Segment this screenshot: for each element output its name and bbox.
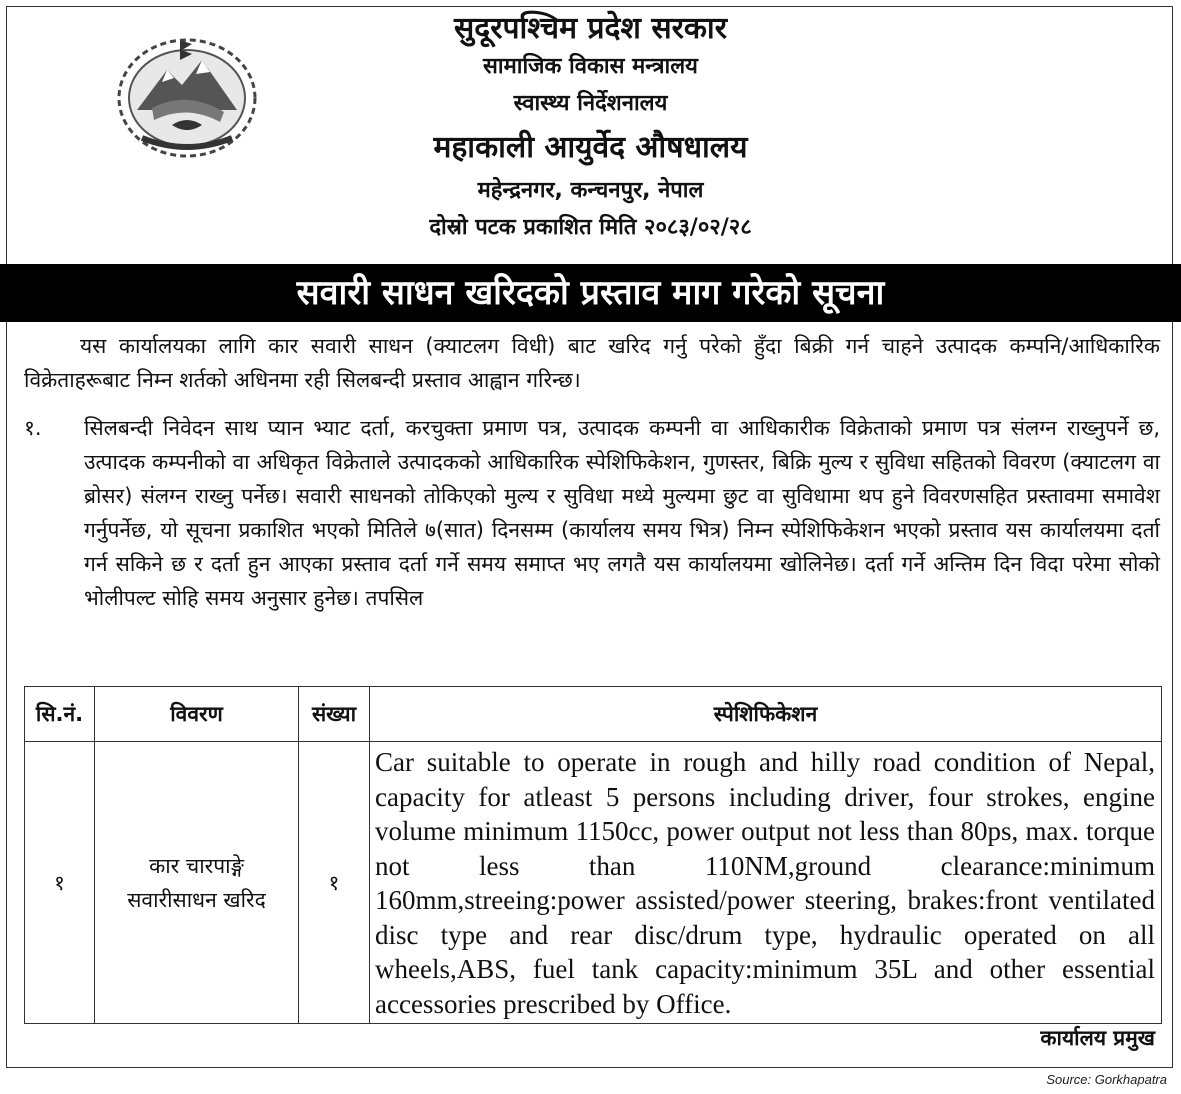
header-specification: स्पेशिफिकेशन: [370, 687, 1162, 742]
table-header-row: [25, 687, 1162, 742]
cell-specification: Car suitable to operate in rough and hilly road condition of Nepal, capacity for atleast 5 persons including driver, four strokes, engine volume minimum 1150cc, power output not less than 80ps, max. torque not less than 110NM,ground clearance:minimum 160mm,streeing:power assisted/power steering, brakes:front ventilated disc type and rear disc/drum type, hydraulic operated on all wheels,ABS, fuel tank capacity:minimum 35L and other essential accessories prescribed by Office.: [370, 742, 1162, 1024]
header-description: विवरण: [95, 687, 299, 742]
cell-quantity: १: [299, 742, 370, 1024]
government-name: सुदूरपश्चिम प्रदेश सरकार: [454, 11, 727, 46]
office-name: महाकाली आयुर्वेद औषधालय: [433, 130, 748, 165]
letterhead: [0, 8, 1181, 246]
clause-1: [24, 411, 1160, 615]
ministry-name: सामाजिक विकास मन्त्रालय: [483, 54, 698, 79]
cell-description-text: कार चारपाङ्गे सवारीसाधन खरिद: [127, 853, 266, 912]
table-row: [25, 742, 1162, 1024]
header-serial-number: सि.नं.: [25, 687, 95, 742]
published-date: दोस्रो पटक प्रकाशित मिति २०८३/०२/२८: [429, 215, 752, 240]
notice-title: सवारी साधन खरिदको प्रस्ताव माग गरेको सूचना: [296, 273, 885, 313]
signatory-title: कार्यालय प्रमुख: [1040, 1026, 1155, 1050]
notice-title-banner: [0, 264, 1181, 322]
cell-serial-number: १: [25, 742, 95, 1024]
specification-table: [24, 686, 1162, 1024]
intro-paragraph: यस कार्यालयका लागि कार सवारी साधन (क्याटलग विधी) बाट खरिद गर्नु परेको हुँदा बिक्री गर्न चाहने उत्पादक कम्पनि/आधिकारिक विक्रेताहरूबाट निम्न शर्तको अधिनमा रही सिलबन्दी प्रस्ताव आह्वान गरिन्छ।: [24, 334, 1160, 392]
clause-text: सिलबन्दी निवेदन साथ प्यान भ्याट दर्ता, करचुक्ता प्रमाण पत्र, उत्पादक कम्पनी वा आधिकारीक विक्रेताको प्रमाण पत्र संलग्न राख्नुपर्ने छ, उत्पादक कम्पनीको वा अधिकृत विक्रेताले उत्पादकको आधिकारिक स्पेशिफिकेशन, गुणस्तर, बिक्रि मुल्य र सुविधा सहितको विवरण (क्याटलग वा ब्रोसर) संलग्न राख्नु पर्नेछ। सवारी साधनको तोकिएको मुल्य र सुविधा मध्ये मुल्यमा छुट वा सुविधामा थप हुने विवरणसहित प्रस्तावमा समावेश गर्नुपर्नेछ, यो सूचना प्रकाशित भएको मितिले ७(सात) दिनसम्म (कार्यालय समय भित्र) निम्न स्पेशिफिकेशन भएको प्रस्ताव यस कार्यालयमा दर्ता गर्न सकिने छ र दर्ता हुन आएका प्रस्ताव दर्ता गर्ने समय समाप्त भए लगतै यस कार्यालयमा खोलिनेछ। दर्ता गर्ने अन्तिम दिन विदा परेमा सोको भोलीपल्ट सोहि समय अनुसार हुनेछ। तपसिल: [84, 416, 1160, 610]
source-credit: Source: Gorkhapatra: [1046, 1072, 1167, 1087]
office-address: महेन्द्रनगर, कन्चनपुर, नेपाल: [477, 178, 704, 203]
directorate-name: स्वास्थ्य निर्देशनालय: [513, 91, 668, 116]
clause-number: १.: [24, 416, 42, 440]
cell-description: [95, 742, 299, 1024]
header-quantity: संख्या: [299, 687, 370, 742]
